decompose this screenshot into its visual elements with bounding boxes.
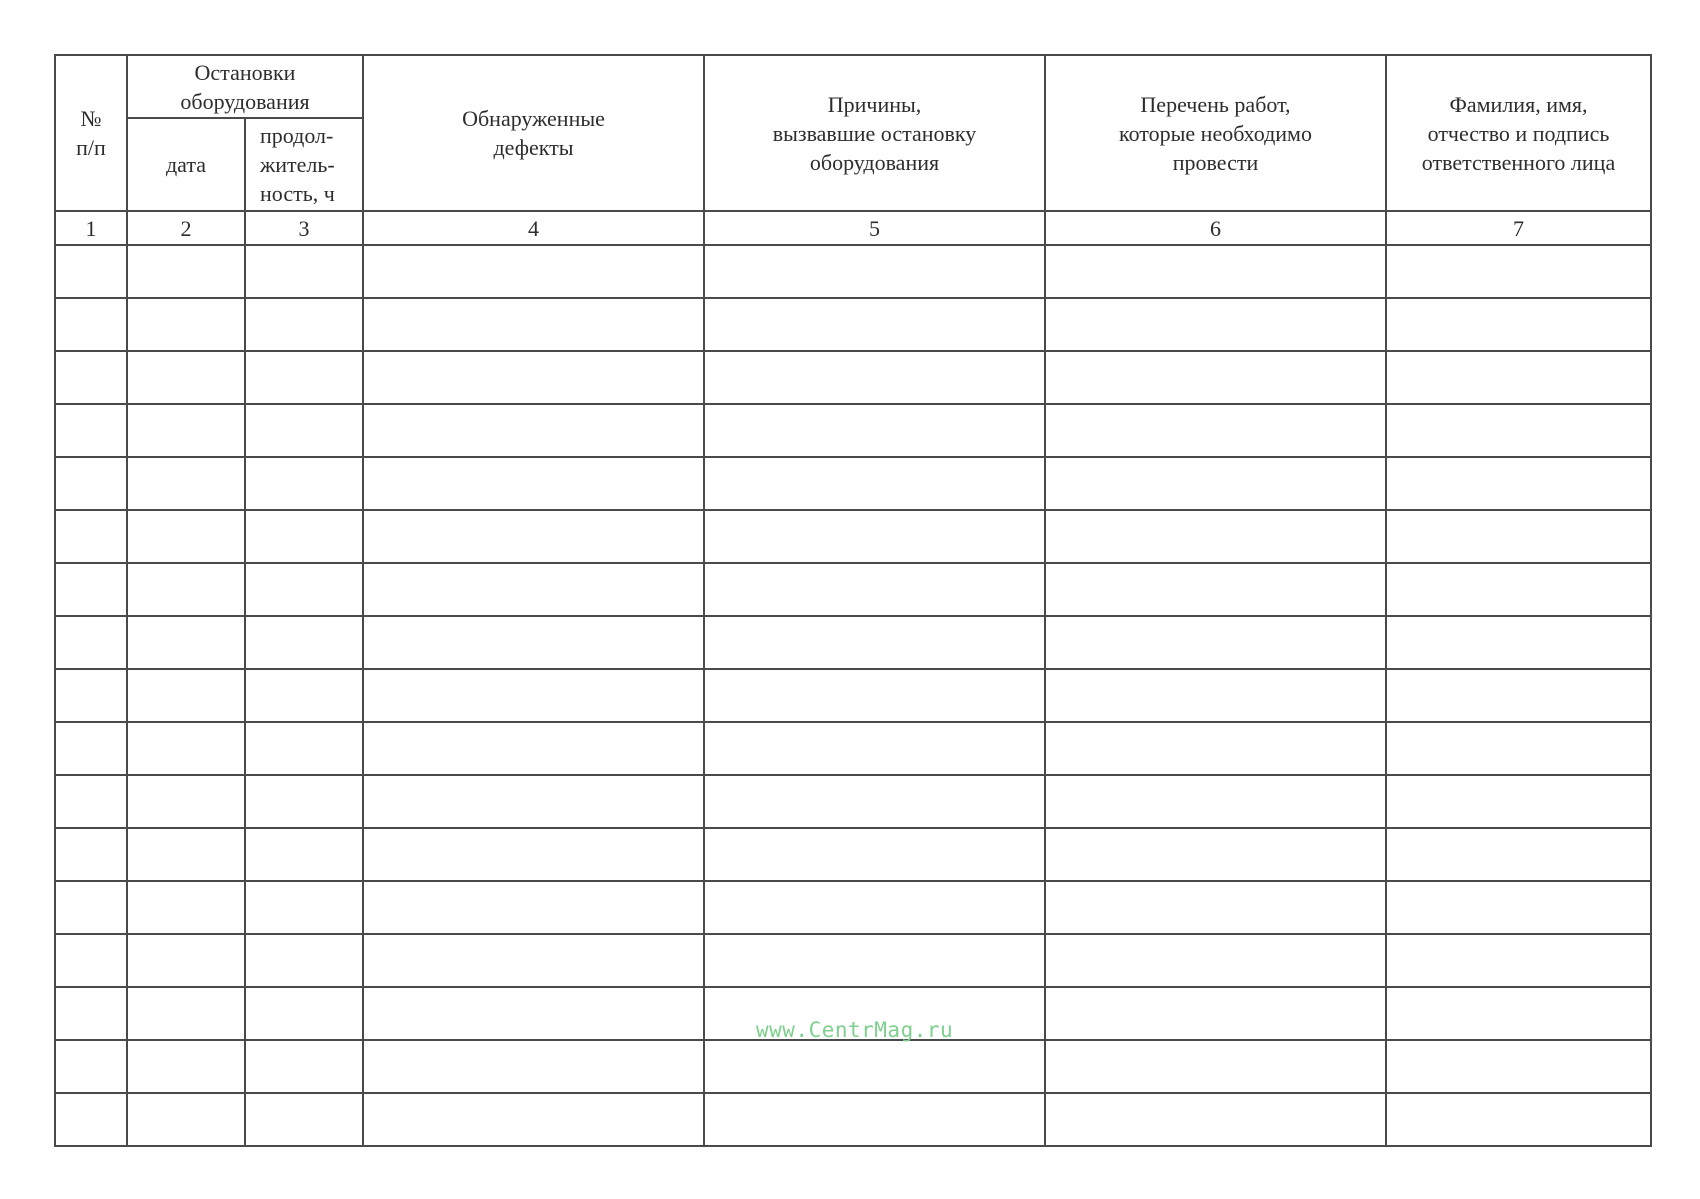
table-cell-col-1[interactable]	[55, 510, 127, 563]
table-cell-col-1[interactable]	[55, 669, 127, 722]
table-cell-col-7[interactable]	[1386, 245, 1651, 298]
table-cell-col-6[interactable]	[1045, 616, 1386, 669]
column-number-row	[55, 211, 1651, 245]
table-cell-col-5[interactable]	[704, 881, 1045, 934]
table-row	[55, 616, 1651, 669]
table-cell-col-4[interactable]	[363, 722, 704, 775]
table-cell-col-5[interactable]	[704, 934, 1045, 987]
table-cell-col-1[interactable]	[55, 987, 127, 1040]
table-cell-col-7[interactable]	[1386, 828, 1651, 881]
header-stops-group-label: Остановки оборудования	[180, 59, 310, 114]
table-cell-col-3[interactable]	[245, 1040, 363, 1093]
table-row	[55, 245, 1651, 298]
table-cell-col-1[interactable]	[55, 934, 127, 987]
table-cell-col-3[interactable]	[245, 298, 363, 351]
table-cell-col-3[interactable]	[245, 934, 363, 987]
header-defects-label: Обнаруженные дефекты	[462, 106, 605, 160]
table-cell-col-3[interactable]	[245, 245, 363, 298]
equipment-stop-log-table	[54, 54, 1652, 1147]
table-cell-col-4[interactable]	[363, 351, 704, 404]
table-row	[55, 775, 1651, 828]
table-cell-col-6[interactable]	[1045, 1040, 1386, 1093]
header-stop-date	[127, 118, 245, 211]
header-defects	[363, 55, 704, 211]
column-number-6: 6	[1045, 211, 1386, 245]
table-cell-col-4[interactable]	[363, 563, 704, 616]
table-row	[55, 510, 1651, 563]
table-cell-col-2[interactable]	[127, 881, 245, 934]
table-cell-col-3[interactable]	[245, 669, 363, 722]
table-cell-col-7[interactable]	[1386, 298, 1651, 351]
table-cell-col-4[interactable]	[363, 616, 704, 669]
table-cell-col-1[interactable]	[55, 775, 127, 828]
table-cell-col-4[interactable]	[363, 987, 704, 1040]
header-row-number-label: № п/п	[76, 106, 106, 160]
table-cell-col-1[interactable]	[55, 404, 127, 457]
table-cell-col-6[interactable]	[1045, 987, 1386, 1040]
table-cell-col-3[interactable]	[245, 775, 363, 828]
table-cell-col-5[interactable]	[704, 351, 1045, 404]
table-cell-col-4[interactable]	[363, 1093, 704, 1146]
table-cell-col-6[interactable]	[1045, 669, 1386, 722]
table-cell-col-7[interactable]	[1386, 987, 1651, 1040]
table-cell-col-4[interactable]	[363, 881, 704, 934]
table-cell-col-4[interactable]	[363, 404, 704, 457]
table-cell-col-6[interactable]	[1045, 351, 1386, 404]
table-cell-col-2[interactable]	[127, 298, 245, 351]
column-number-7: 7	[1386, 211, 1651, 245]
table-cell-col-2[interactable]	[127, 457, 245, 510]
table-cell-col-3[interactable]	[245, 987, 363, 1040]
table-cell-col-2[interactable]	[127, 616, 245, 669]
table-row	[55, 1093, 1651, 1146]
header-responsible	[1386, 55, 1651, 211]
column-number-4: 4	[363, 211, 704, 245]
header-works	[1045, 55, 1386, 211]
table-cell-col-4[interactable]	[363, 1040, 704, 1093]
table-cell-col-6[interactable]	[1045, 1093, 1386, 1146]
table-cell-col-1[interactable]	[55, 616, 127, 669]
table-cell-col-7[interactable]	[1386, 563, 1651, 616]
header-row-number	[55, 55, 127, 211]
header-stop-date-label: дата	[165, 152, 207, 177]
table-cell-col-2[interactable]	[127, 563, 245, 616]
table-row	[55, 1040, 1651, 1093]
table-cell-col-3[interactable]	[245, 616, 363, 669]
table-row	[55, 298, 1651, 351]
table-cell-col-4[interactable]	[363, 510, 704, 563]
table-cell-col-2[interactable]	[127, 828, 245, 881]
header-reasons-label: Причины, вызвавшие остановку оборудования	[772, 91, 977, 175]
table-row	[55, 563, 1651, 616]
table-cell-col-2[interactable]	[127, 722, 245, 775]
table-cell-col-3[interactable]	[245, 1093, 363, 1146]
table-cell-col-1[interactable]	[55, 828, 127, 881]
table-cell-col-7[interactable]	[1386, 722, 1651, 775]
table-cell-col-7[interactable]	[1386, 457, 1651, 510]
table-cell-col-4[interactable]	[363, 245, 704, 298]
table-cell-col-2[interactable]	[127, 669, 245, 722]
table-cell-col-7[interactable]	[1386, 1093, 1651, 1146]
table-cell-col-1[interactable]	[55, 1093, 127, 1146]
header-stops-group	[127, 55, 363, 118]
table-cell-col-6[interactable]	[1045, 563, 1386, 616]
table-cell-col-1[interactable]	[55, 457, 127, 510]
table-cell-col-4[interactable]	[363, 934, 704, 987]
table-cell-col-5[interactable]	[704, 669, 1045, 722]
header-reasons	[704, 55, 1045, 211]
table-cell-col-7[interactable]	[1386, 934, 1651, 987]
table-cell-col-6[interactable]	[1045, 245, 1386, 298]
table-cell-col-2[interactable]	[127, 404, 245, 457]
table-cell-col-5[interactable]	[704, 1093, 1045, 1146]
table-cell-col-2[interactable]	[127, 934, 245, 987]
table-row	[55, 404, 1651, 457]
table-cell-col-6[interactable]	[1045, 298, 1386, 351]
table-cell-col-5[interactable]	[704, 616, 1045, 669]
table-cell-col-4[interactable]	[363, 775, 704, 828]
table-cell-col-1[interactable]	[55, 722, 127, 775]
watermark-text: www.CentrMag.ru	[756, 1018, 954, 1042]
table-cell-col-1[interactable]	[55, 245, 127, 298]
table-row	[55, 457, 1651, 510]
table-cell-col-7[interactable]	[1386, 404, 1651, 457]
table-cell-col-4[interactable]	[363, 669, 704, 722]
table-cell-col-6[interactable]	[1045, 881, 1386, 934]
table-body	[55, 245, 1651, 1146]
table-cell-col-7[interactable]	[1386, 1040, 1651, 1093]
table-cell-col-2[interactable]	[127, 775, 245, 828]
table-row	[55, 881, 1651, 934]
table-cell-col-3[interactable]	[245, 563, 363, 616]
table-cell-col-7[interactable]	[1386, 351, 1651, 404]
table-cell-col-6[interactable]	[1045, 828, 1386, 881]
table-row	[55, 722, 1651, 775]
table-cell-col-7[interactable]	[1386, 881, 1651, 934]
table-cell-col-3[interactable]	[245, 404, 363, 457]
table-cell-col-3[interactable]	[245, 510, 363, 563]
table-cell-col-3[interactable]	[245, 351, 363, 404]
table-cell-col-6[interactable]	[1045, 404, 1386, 457]
table-cell-col-7[interactable]	[1386, 510, 1651, 563]
table-cell-col-5[interactable]	[704, 1040, 1045, 1093]
table-cell-col-2[interactable]	[127, 1040, 245, 1093]
table-cell-col-6[interactable]	[1045, 934, 1386, 987]
table-cell-col-5[interactable]	[704, 510, 1045, 563]
table-cell-col-7[interactable]	[1386, 669, 1651, 722]
table-cell-col-2[interactable]	[127, 1093, 245, 1146]
table-cell-col-1[interactable]	[55, 563, 127, 616]
table-row	[55, 669, 1651, 722]
table-cell-col-4[interactable]	[363, 457, 704, 510]
table-cell-col-7[interactable]	[1386, 775, 1651, 828]
header-responsible-label: Фамилия, имя, отчество и подпись ответственного лица	[1421, 91, 1616, 175]
table-cell-col-5[interactable]	[704, 775, 1045, 828]
table-cell-col-3[interactable]	[245, 828, 363, 881]
table-cell-col-1[interactable]	[55, 881, 127, 934]
table-cell-col-2[interactable]	[127, 245, 245, 298]
table-cell-col-3[interactable]	[245, 881, 363, 934]
table-cell-col-2[interactable]	[127, 510, 245, 563]
table-cell-col-5[interactable]	[704, 828, 1045, 881]
table-row	[55, 828, 1651, 881]
table-cell-col-5[interactable]	[704, 404, 1045, 457]
table-cell-col-6[interactable]	[1045, 775, 1386, 828]
table-cell-col-3[interactable]	[245, 722, 363, 775]
column-number-2: 2	[127, 211, 245, 245]
table-cell-col-1[interactable]	[55, 1040, 127, 1093]
table-cell-col-4[interactable]	[363, 298, 704, 351]
table-cell-col-6[interactable]	[1045, 510, 1386, 563]
table-cell-col-5[interactable]	[704, 563, 1045, 616]
table-cell-col-2[interactable]	[127, 987, 245, 1040]
header-stop-duration-label: продол- житель- ность, ч	[260, 123, 335, 206]
column-number-3: 3	[245, 211, 363, 245]
column-number-1: 1	[55, 211, 127, 245]
table-cell-col-1[interactable]	[55, 351, 127, 404]
table-cell-col-3[interactable]	[245, 457, 363, 510]
table-cell-col-1[interactable]	[55, 298, 127, 351]
table-cell-col-5[interactable]	[704, 298, 1045, 351]
column-number-5: 5	[704, 211, 1045, 245]
table-row	[55, 934, 1651, 987]
table-cell-col-6[interactable]	[1045, 457, 1386, 510]
header-stop-duration	[245, 118, 363, 211]
table-row	[55, 351, 1651, 404]
table-cell-col-2[interactable]	[127, 351, 245, 404]
table-cell-col-5[interactable]	[704, 457, 1045, 510]
table-cell-col-6[interactable]	[1045, 722, 1386, 775]
table-cell-col-5[interactable]	[704, 245, 1045, 298]
table-cell-col-5[interactable]	[704, 722, 1045, 775]
header-works-label: Перечень работ, которые необходимо провести	[1119, 91, 1312, 175]
table-cell-col-4[interactable]	[363, 828, 704, 881]
table-cell-col-7[interactable]	[1386, 616, 1651, 669]
